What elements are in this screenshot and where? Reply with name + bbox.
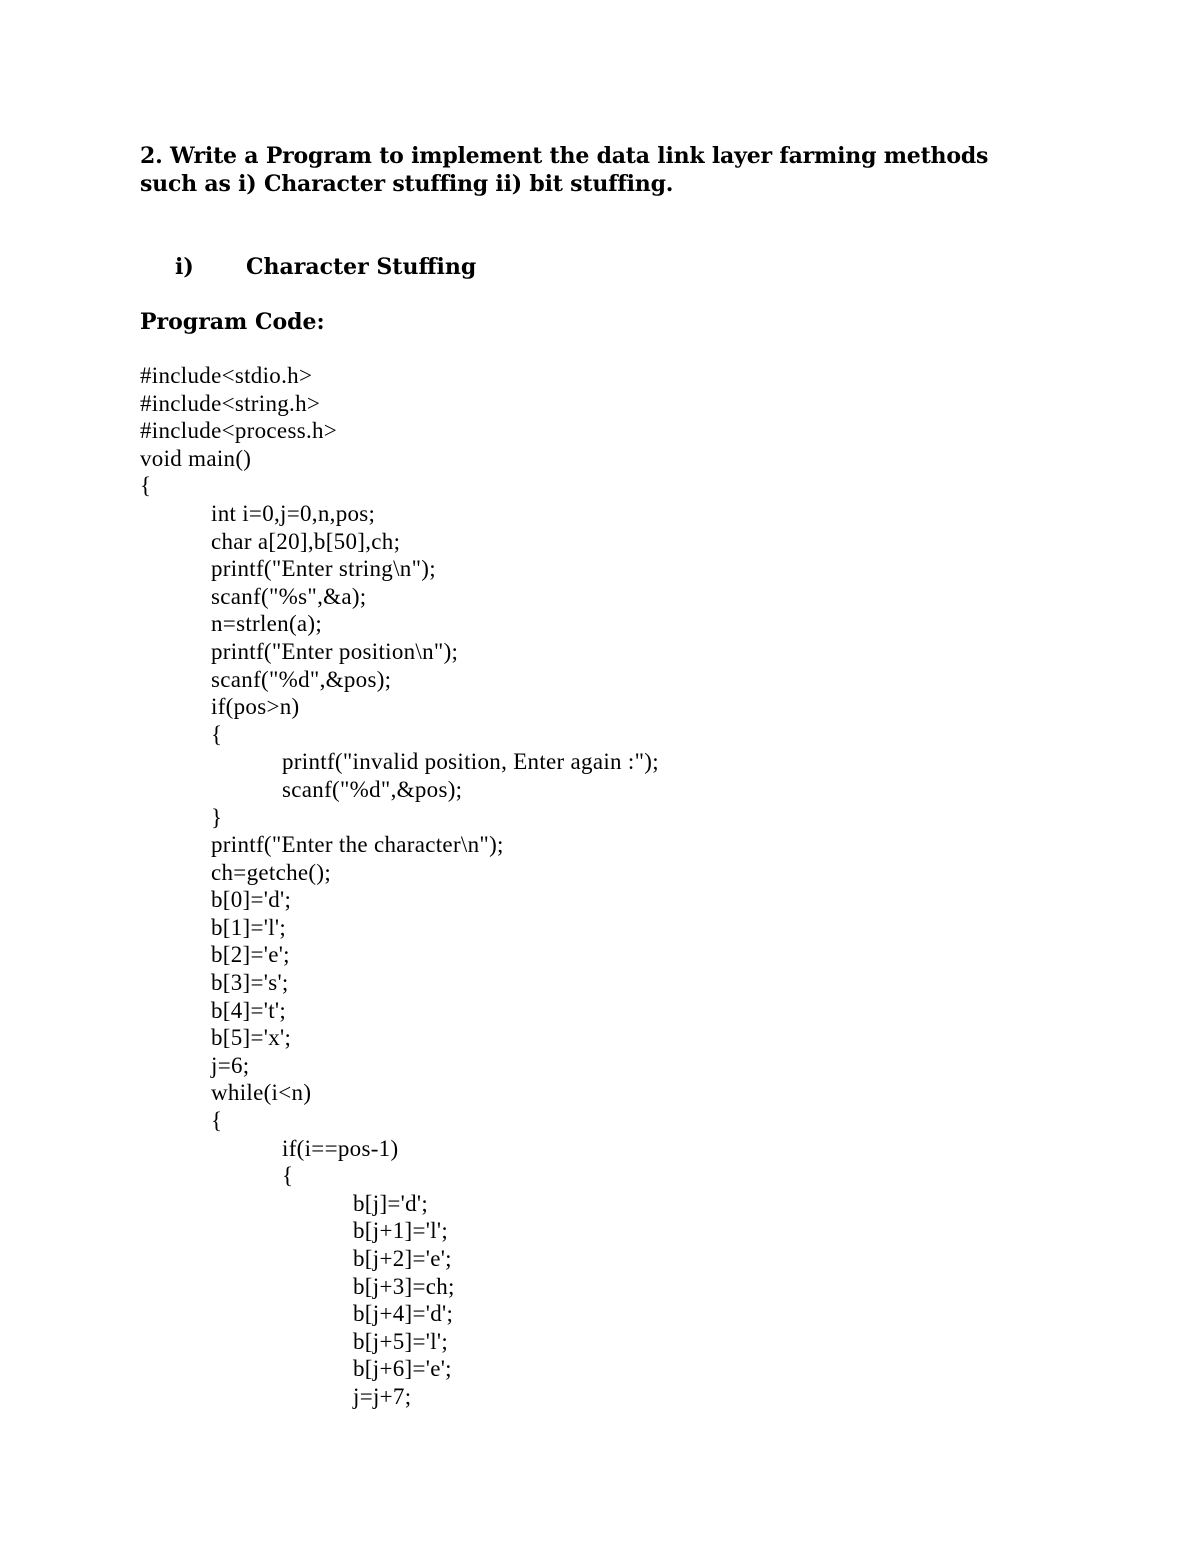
question-line-1: 2. Write a Program to implement the data link layer farming methods xyxy=(140,143,989,169)
code-line: { xyxy=(140,473,152,499)
code-line: #include<stdio.h> xyxy=(140,363,313,388)
code-line: j=j+7; xyxy=(353,1383,412,1409)
code-line: b[4]='t'; xyxy=(211,997,287,1023)
code-line: b[j+5]='l'; xyxy=(353,1328,449,1354)
code-line: b[1]='l'; xyxy=(211,914,287,940)
code-line: scanf("%d",&pos); xyxy=(211,666,392,692)
question-heading xyxy=(140,142,1040,198)
code-line: } xyxy=(211,804,223,830)
code-line: while(i<n) xyxy=(211,1080,312,1106)
code-line: int i=0,j=0,n,pos; xyxy=(211,500,376,526)
code-line: if(i==pos-1) xyxy=(282,1135,399,1161)
code-line: j=6; xyxy=(211,1052,250,1078)
section-title: Character Stuffing xyxy=(246,254,477,280)
code-line: if(pos>n) xyxy=(211,694,300,720)
code-line: #include<process.h> xyxy=(140,418,338,444)
code-line: b[5]='x'; xyxy=(211,1025,292,1051)
code-line: b[j+4]='d'; xyxy=(353,1301,454,1327)
code-line: { xyxy=(211,721,223,747)
section-number: i) xyxy=(175,254,194,280)
code-line: b[j+1]='l'; xyxy=(353,1218,449,1244)
code-line: b[j]='d'; xyxy=(353,1190,429,1216)
code-line: b[2]='e'; xyxy=(211,942,290,968)
code-line: n=strlen(a); xyxy=(211,611,323,637)
code-line: printf("Enter the character\n"); xyxy=(211,832,504,858)
code-line: void main() xyxy=(140,445,252,471)
code-line: char a[20],b[50],ch; xyxy=(211,528,401,554)
question-line-2: such as i) Character stuffing ii) bit stuffing. xyxy=(140,171,674,197)
code-line: b[0]='d'; xyxy=(211,887,292,913)
code-line: b[j+6]='e'; xyxy=(353,1356,452,1382)
code-line: printf("invalid position, Enter again :"); xyxy=(282,749,659,775)
code-line: { xyxy=(282,1163,294,1189)
code-line: ch=getche(); xyxy=(211,859,332,885)
code-line: b[3]='s'; xyxy=(211,970,289,996)
code-line: scanf("%s",&a); xyxy=(211,583,367,609)
code-line: scanf("%d",&pos); xyxy=(282,776,463,802)
code-block xyxy=(140,362,1140,1411)
code-line: { xyxy=(211,1108,223,1134)
code-line: b[j+2]='e'; xyxy=(353,1246,452,1271)
code-line: b[j+3]=ch; xyxy=(353,1273,455,1299)
code-line: printf("Enter position\n"); xyxy=(211,638,459,664)
program-code-label: Program Code: xyxy=(140,309,325,335)
code-line: printf("Enter string\n"); xyxy=(211,556,436,582)
code-line: #include<string.h> xyxy=(140,390,321,416)
